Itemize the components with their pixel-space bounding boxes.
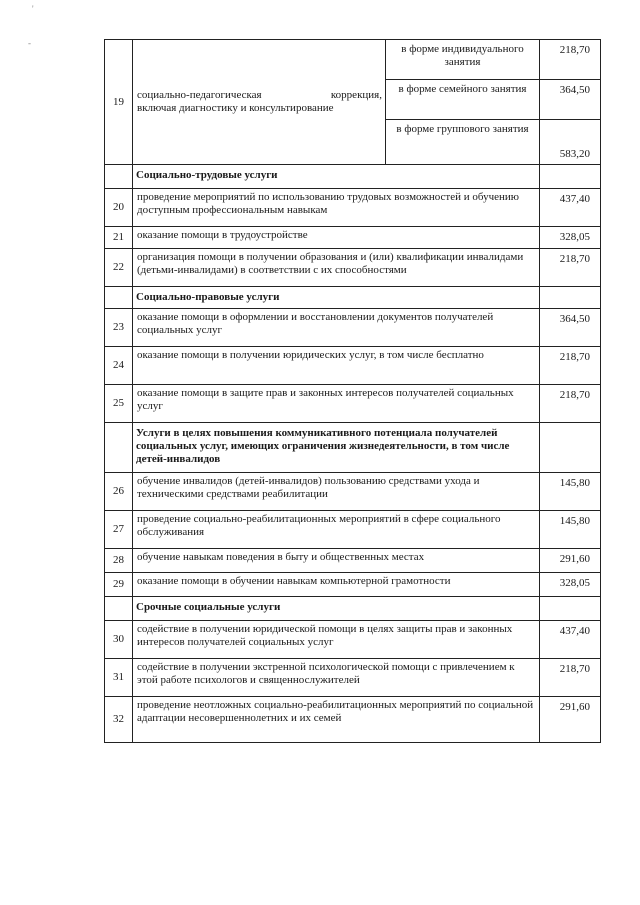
row-description: оказание помощи в получении юридических услуг, в том числе бесплатно [133,347,540,385]
row-number: 26 [105,473,133,511]
table-row-19 [105,40,601,80]
form-family: в форме семейного занятия [386,80,540,120]
table-row [105,189,601,227]
row-price: 145,80 [540,511,601,549]
section-row-labor [105,165,601,189]
price-family: 364,50 [540,80,601,120]
scan-mark-left: - [28,38,31,48]
row-number: 21 [105,227,133,249]
section-title-legal: Социально-правовые услуги [133,287,540,309]
price-individual: 218,70 [540,40,601,80]
row-number: 22 [105,249,133,287]
price-group: 583,20 [540,120,601,165]
row-description: содействие в получении юридической помощи в целях защиты прав и законных интересов получателей социальных услуг [133,621,540,659]
row-price: 145,80 [540,473,601,511]
row-number: 30 [105,621,133,659]
row-number: 24 [105,347,133,385]
row-description: проведение мероприятий по использованию трудовых возможностей и обучению доступным профессиональным навыкам [133,189,540,227]
row-description: проведение неотложных социально-реабилитационных мероприятий по социальной адаптации несовершеннолетних и их семей [133,697,540,743]
row-price: 218,70 [540,347,601,385]
row-number: 27 [105,511,133,549]
row-price: 291,60 [540,697,601,743]
section-row-urgent [105,597,601,621]
row-description [133,40,386,165]
table-row [105,697,601,743]
row-number: 31 [105,659,133,697]
row-description: организация помощи в получении образования и (или) квалификации инвалидами (детьми-инвалидами) в соответствии с их способностями [133,249,540,287]
row-number: 29 [105,573,133,597]
row-description-line2: включая диагностику и консультирование [137,102,334,114]
table-row [105,659,601,697]
row-number: 25 [105,385,133,423]
services-price-table [104,39,601,743]
row-description: оказание помощи в обучении навыкам компьютерной грамотности [133,573,540,597]
row-description: обучение навыкам поведения в быту и общественных местах [133,549,540,573]
row-description: содействие в получении экстренной психологической помощи с привлечением к этой работе психологов и священнослужителей [133,659,540,697]
table-row [105,621,601,659]
section-title-urgent: Срочные социальные услуги [133,597,540,621]
row-price: 218,70 [540,385,601,423]
table-row [105,385,601,423]
form-group: в форме группового занятия [386,120,540,165]
row-description: оказание помощи в защите прав и законных интересов получателей социальных услуг [133,385,540,423]
row-price: 437,40 [540,189,601,227]
row-description: оказание помощи в оформлении и восстановлении документов получателей социальных услуг [133,309,540,347]
row-price: 218,70 [540,249,601,287]
row-price: 437,40 [540,621,601,659]
row-description-line1: социально-педагогическая коррекция, [137,89,382,101]
table-row [105,549,601,573]
table-row [105,511,601,549]
row-number: 32 [105,697,133,743]
table-row [105,227,601,249]
row-price: 328,05 [540,227,601,249]
row-description: проведение социально-реабилитационных мероприятий в сфере социального обслуживания [133,511,540,549]
row-price: 291,60 [540,549,601,573]
section-row-legal [105,287,601,309]
row-price: 328,05 [540,573,601,597]
table-row [105,249,601,287]
row-number: 20 [105,189,133,227]
table-row [105,573,601,597]
table-row [105,473,601,511]
scan-mark-top: ' [32,4,34,14]
section-title-labor: Социально-трудовые услуги [133,165,540,189]
form-individual: в форме индивидуального занятия [386,40,540,80]
row-price: 218,70 [540,659,601,697]
row-number: 28 [105,549,133,573]
row-number: 23 [105,309,133,347]
row-description: обучение инвалидов (детей-инвалидов) пользованию средствами ухода и техническими средствами реабилитации [133,473,540,511]
table-row [105,347,601,385]
row-number: 19 [105,40,133,165]
table-row [105,309,601,347]
section-title-communication: Услуги в целях повышения коммуникативного потенциала получателей социальных услуг, имеющих ограничения жизнедеятельности, в том числе детей-инвалидов [133,423,540,473]
row-price: 364,50 [540,309,601,347]
row-description: оказание помощи в трудоустройстве [133,227,540,249]
section-row-communication [105,423,601,473]
